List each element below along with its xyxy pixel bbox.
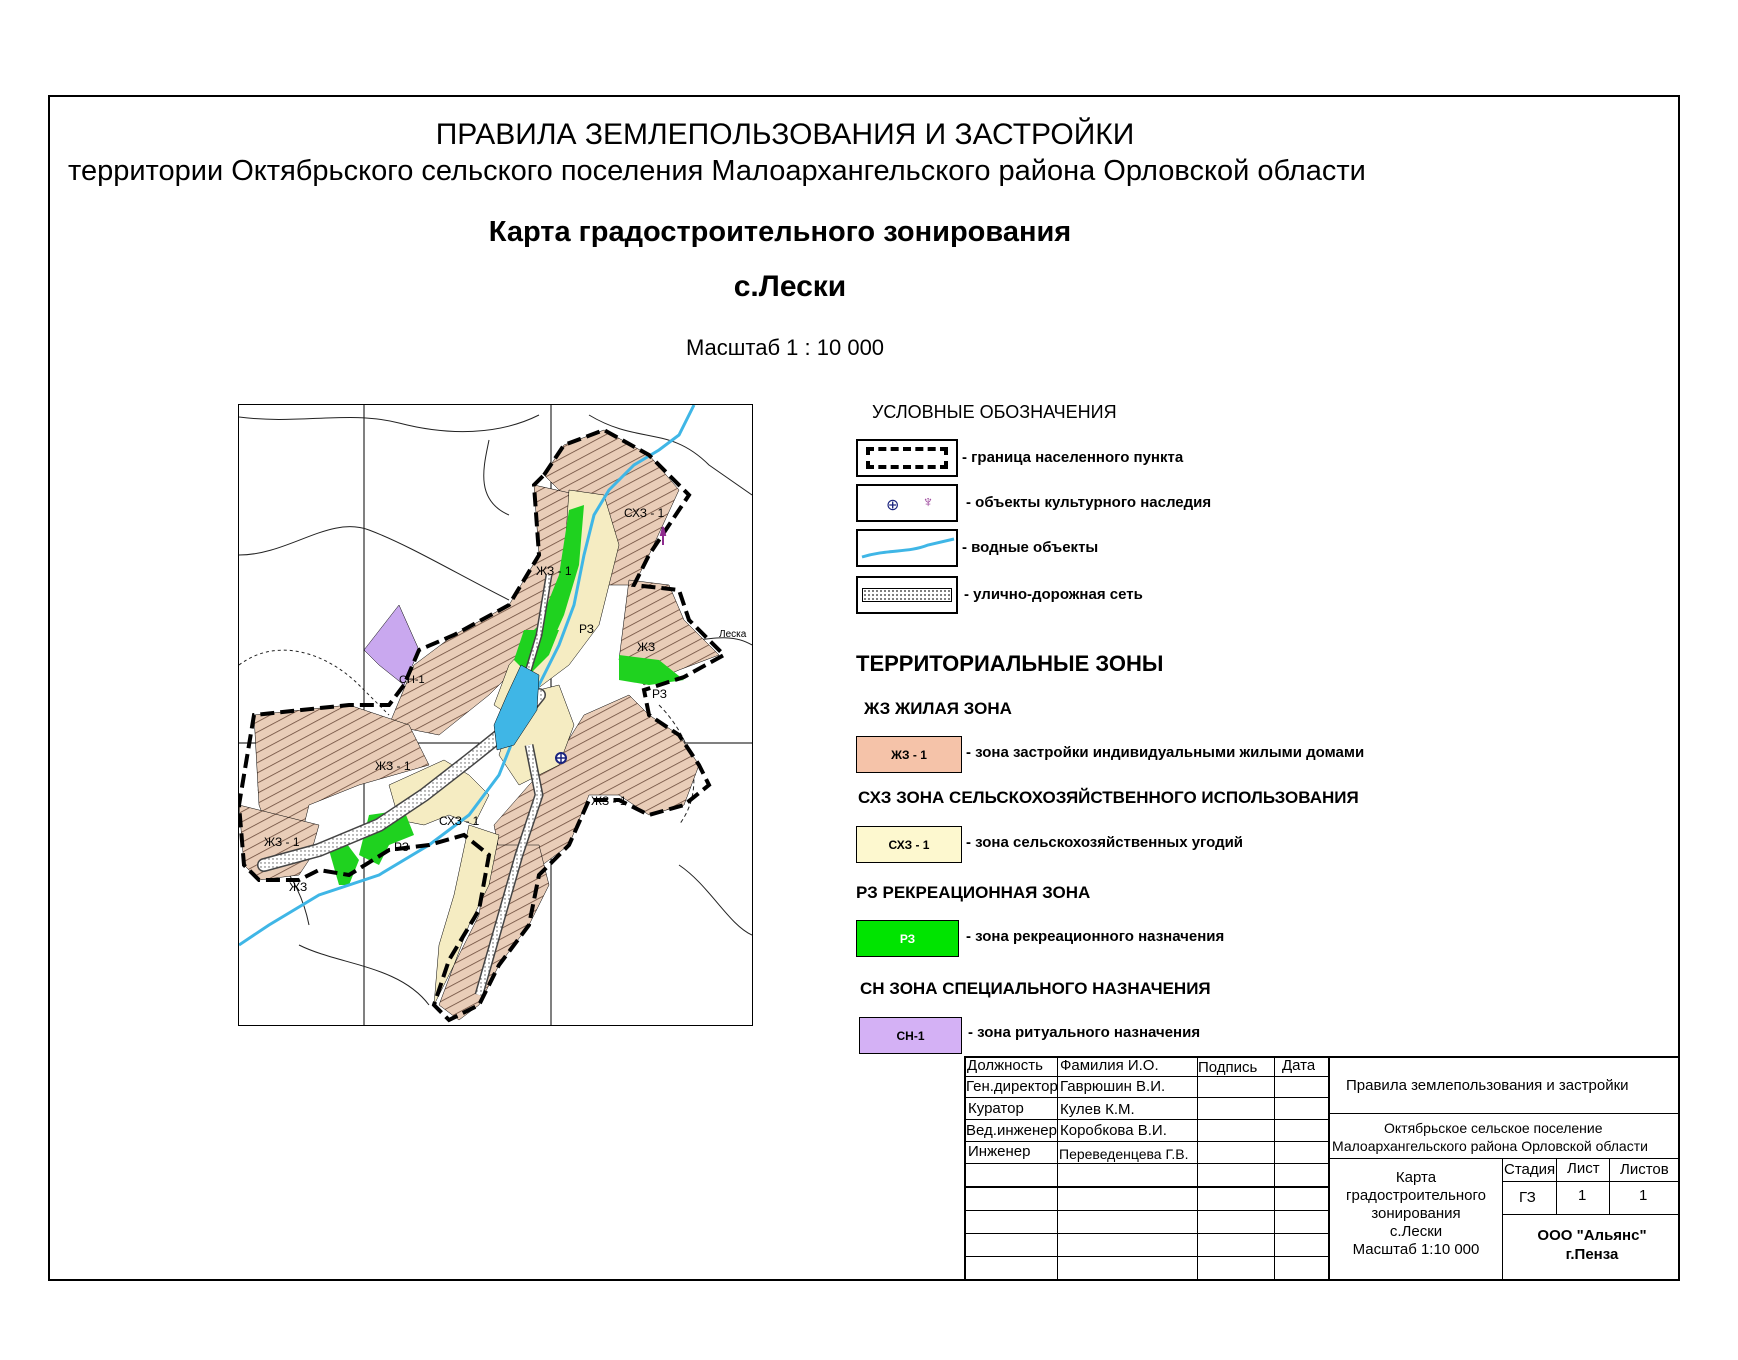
title-block <box>964 1056 1680 1281</box>
row-name: Переведенцева Г.В. <box>1059 1146 1189 1162</box>
label-zhz: ЖЗ - 1 <box>536 564 572 578</box>
label-zhz: ЖЗ <box>637 640 656 654</box>
label-leski: Леска <box>719 629 747 640</box>
sheet-desc-line: Карта <box>1395 1169 1437 1186</box>
zone-heading-agricultural: СХЗ ЗОНА СЕЛЬСКОХОЗЯЙСТВЕННОГО ИСПОЛЬЗОВАНИЯ <box>858 788 1359 807</box>
zone-swatch-residential: ЖЗ - 1 <box>856 736 962 773</box>
label-zhz: ЖЗ <box>289 880 308 894</box>
label-rz: РЗ <box>579 622 594 636</box>
zones-heading: ТЕРРИТОРИАЛЬНЫЕ ЗОНЫ <box>856 651 1164 676</box>
zone-text-recreation: - зона рекреационного назначения <box>966 928 1225 945</box>
legend-road-swatch <box>856 576 958 614</box>
legend-water-swatch <box>856 529 958 567</box>
org-city: г.Пенза <box>1565 1246 1619 1263</box>
zone-swatch-recreation: РЗ <box>856 920 959 957</box>
legend-road-text: - улично-дорожная сеть <box>964 586 1143 603</box>
sheet-label: Лист <box>1567 1160 1600 1177</box>
legend-boundary-swatch <box>856 439 958 477</box>
label-sn: СН-1 <box>399 674 425 686</box>
map-scale: Масштаб 1 : 10 000 <box>685 335 885 360</box>
sheets-label: Листов <box>1620 1161 1669 1178</box>
row-position: Вед.инженер <box>966 1122 1057 1139</box>
legend-boundary-text: - граница населенного пункта <box>962 449 1184 466</box>
org-name: ООО "Альянс" <box>1537 1227 1647 1244</box>
sheet-desc-line: зонирования <box>1371 1205 1461 1222</box>
sheet-desc-line: Масштаб 1:10 000 <box>1352 1241 1480 1258</box>
zoning-map[interactable] <box>238 404 753 1026</box>
place-name: с.Лески <box>733 270 847 303</box>
settlement-line2: Малоархангельского района Орловской области <box>1332 1138 1648 1154</box>
label-shz: СХЗ - 1 <box>439 814 480 828</box>
zone-heading-recreation: РЗ РЕКРЕАЦИОННАЯ ЗОНА <box>856 883 1091 902</box>
header-name: Фамилия И.О. <box>1060 1057 1159 1074</box>
stage-label: Стадия <box>1504 1161 1556 1178</box>
row-name: Кулев К.М. <box>1060 1101 1135 1118</box>
zone-text-special: - зона ритуального назначения <box>968 1024 1201 1041</box>
monument-icon[interactable] <box>661 527 665 545</box>
settlement-line1: Октябрьское сельское поселение <box>1384 1120 1603 1136</box>
sheet-value: 1 <box>1578 1187 1587 1204</box>
legend-heading: УСЛОВНЫЕ ОБОЗНАЧЕНИЯ <box>872 402 1117 422</box>
label-zhz: ЖЗ - 1 <box>375 759 411 773</box>
sheets-value: 1 <box>1639 1187 1648 1204</box>
label-zhz: ЖЗ - 1 <box>264 835 300 849</box>
row-position: Ген.директор <box>966 1078 1058 1095</box>
header-position: Должность <box>967 1057 1043 1074</box>
legend-water-text: - водные объекты <box>962 539 1099 556</box>
label-shz: СХЗ - 1 <box>624 506 665 520</box>
zoning-map-svg <box>239 405 752 1025</box>
row-position: Инженер <box>968 1143 1031 1160</box>
map-title: Карта градостроительного зонирования <box>488 216 1072 248</box>
zone-swatch-agricultural: СХЗ - 1 <box>856 826 962 863</box>
sheet-desc-line: градостроительного <box>1346 1187 1486 1204</box>
label-rz: РЗ <box>652 687 667 701</box>
zone-heading-special: СН ЗОНА СПЕЦИАЛЬНОГО НАЗНАЧЕНИЯ <box>860 979 1211 998</box>
zone-text-agricultural: - зона сельскохозяйственных угодий <box>966 834 1244 851</box>
sheet-description <box>1330 1169 1502 1259</box>
document-subtitle: территории Октябрьского сельского поселения Малоархангельского района Орловской области <box>68 155 1366 187</box>
zone-heading-residential: ЖЗ ЖИЛАЯ ЗОНА <box>864 699 1012 718</box>
header-date: Дата <box>1282 1057 1316 1074</box>
header-signature: Подпись <box>1198 1059 1258 1076</box>
row-position: Куратор <box>968 1100 1024 1117</box>
zone-swatch-special: СН-1 <box>859 1017 962 1054</box>
zone-text-residential: - зона застройки индивидуальными жилыми домами <box>966 744 1365 761</box>
document-title: ПРАВИЛА ЗЕМЛЕПОЛЬЗОВАНИЯ И ЗАСТРОЙКИ <box>435 118 1135 151</box>
row-name: Гаврюшин В.И. <box>1060 1078 1166 1095</box>
stage-value: ГЗ <box>1519 1189 1536 1206</box>
monument-icon: ♆ <box>922 494 934 511</box>
legend-heritage-text: - объекты культурного наследия <box>966 494 1212 511</box>
row-name: Коробкова В.И. <box>1060 1122 1167 1139</box>
label-rz: РЗ <box>394 840 409 854</box>
label-zhz: ЖЗ - 1 <box>591 794 627 808</box>
legend-heritage-swatch <box>856 484 958 522</box>
sheet-desc-line: с.Лески <box>1389 1223 1443 1240</box>
heritage-icon: ⊕ <box>886 497 900 514</box>
doc-title: Правила землепользования и застройки <box>1346 1077 1629 1094</box>
